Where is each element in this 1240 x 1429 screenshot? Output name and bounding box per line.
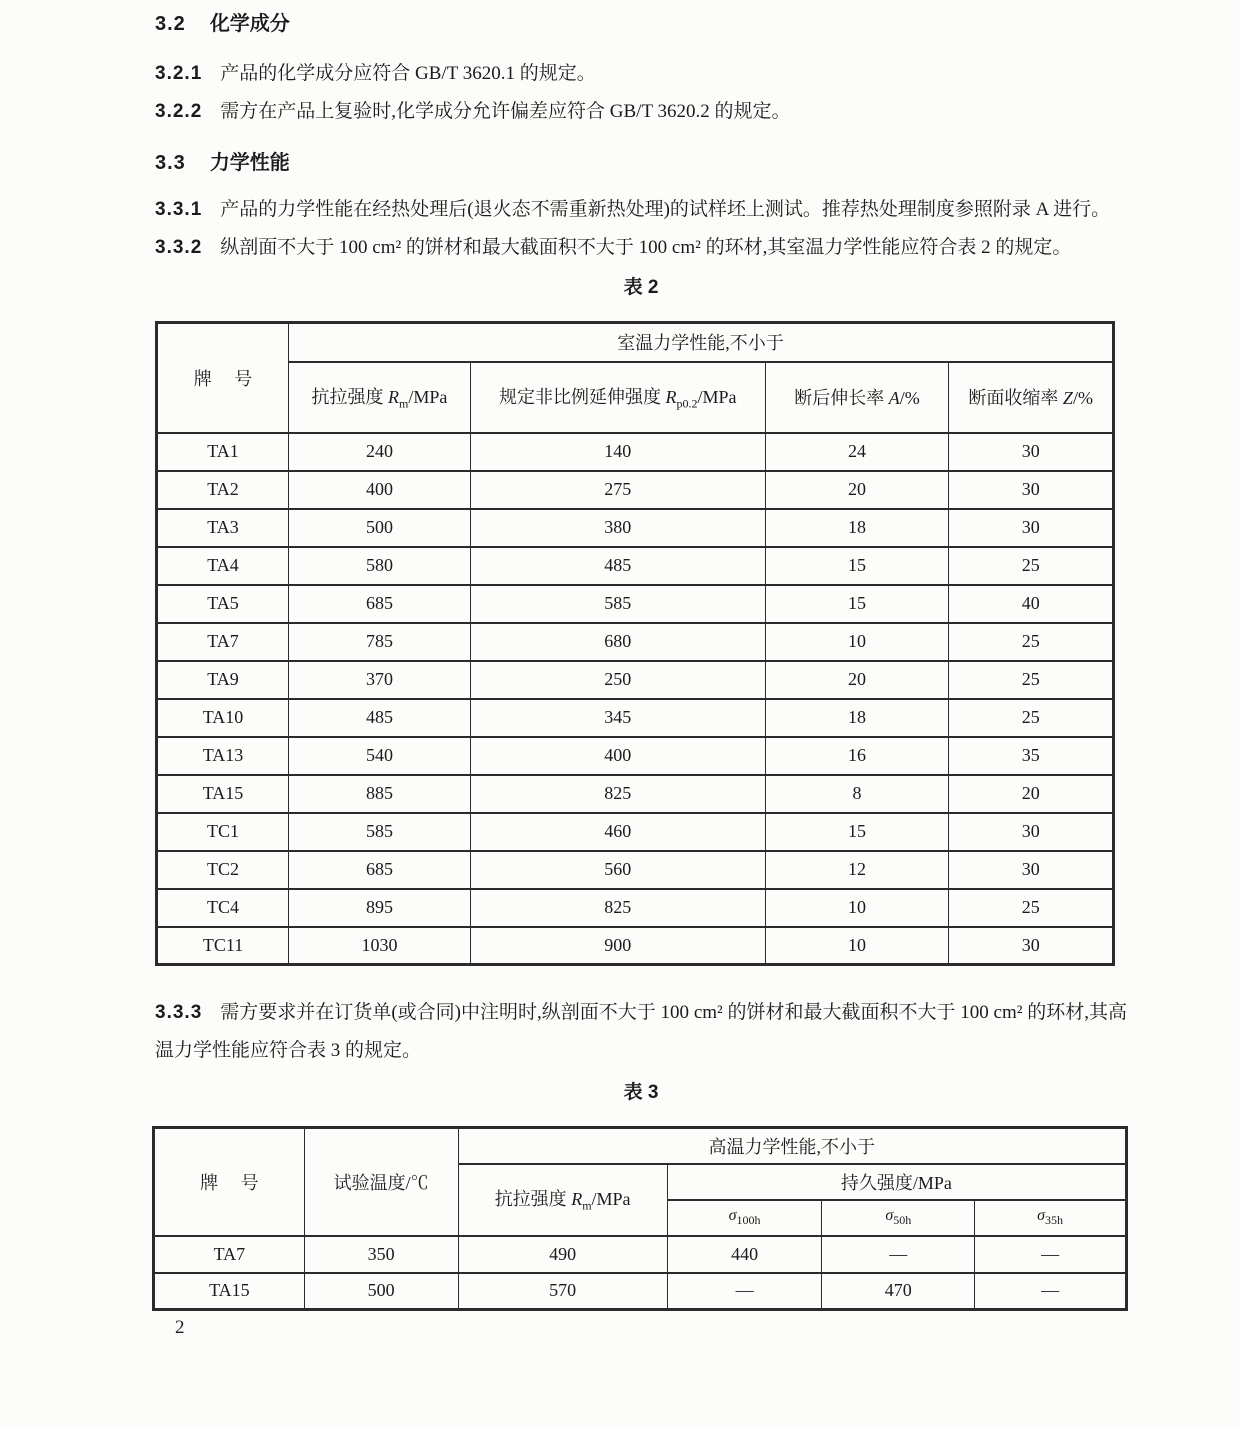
grade-cell: TC2	[157, 851, 289, 889]
grade-cell: TC4	[157, 889, 289, 927]
value-cell: 20	[949, 775, 1114, 813]
table-row	[157, 661, 1114, 699]
section-number: 3.3	[155, 152, 186, 174]
table3-group-header: 高温力学性能,不小于	[458, 1128, 1126, 1164]
value-cell: 350	[304, 1236, 458, 1273]
grade-cell: TA10	[157, 699, 289, 737]
grade-cell: TA15	[154, 1273, 305, 1310]
value-cell: 540	[289, 737, 471, 775]
table-row	[157, 889, 1114, 927]
section-heading-3-2	[155, 10, 1127, 38]
table-row	[157, 509, 1114, 547]
section-number: 3.2	[155, 13, 186, 35]
value-cell: 585	[470, 585, 765, 623]
value-cell: 25	[949, 699, 1114, 737]
clause-3-2-1	[155, 55, 1127, 93]
value-cell: 560	[470, 851, 765, 889]
value-cell: 680	[470, 623, 765, 661]
value-cell: 10	[765, 623, 949, 661]
clause-text: 产品的化学成分应符合 GB/T 3620.1 的规定。	[220, 63, 596, 84]
grade-cell: TA1	[157, 433, 289, 471]
value-cell: 485	[289, 699, 471, 737]
table2-header-elongation: 断后伸长率 A/%	[765, 362, 949, 433]
value-cell: 900	[470, 927, 765, 965]
table-row	[157, 623, 1114, 661]
table2-header-yield: 规定非比例延伸强度 $R_{p0.2}$/MPa	[470, 362, 765, 433]
value-cell: 250	[470, 661, 765, 699]
grade-cell: TA4	[157, 547, 289, 585]
grade-cell: TA2	[157, 471, 289, 509]
table3-header-sigma-50h: $\sigma_{50h}$	[822, 1200, 975, 1236]
table-row	[157, 362, 1114, 433]
value-cell: 1030	[289, 927, 471, 965]
value-cell: 18	[765, 509, 949, 547]
table-row	[157, 813, 1114, 851]
table3-header-sigma-100h: $\sigma_{100h}$	[667, 1200, 822, 1236]
grade-cell: TA9	[157, 661, 289, 699]
value-cell: 785	[289, 623, 471, 661]
section-heading-3-3	[155, 149, 1127, 177]
value-cell: 380	[470, 509, 765, 547]
value-cell: 490	[458, 1236, 667, 1273]
value-cell: 30	[949, 471, 1114, 509]
clause-text: 纵剖面不大于 100 cm² 的饼材和最大截面积不大于 100 cm² 的环材,其室温力学性能应符合表 2 的规定。	[220, 237, 1072, 258]
table-row	[157, 433, 1114, 471]
value-cell: —	[667, 1273, 822, 1310]
value-cell: 825	[470, 889, 765, 927]
value-cell: 470	[822, 1273, 975, 1310]
value-cell: 25	[949, 889, 1114, 927]
value-cell: 895	[289, 889, 471, 927]
value-cell: 25	[949, 547, 1114, 585]
value-cell: 16	[765, 737, 949, 775]
value-cell: 30	[949, 433, 1114, 471]
page-number: 2	[175, 1317, 185, 1338]
clause-number: 3.3.3	[155, 1002, 203, 1023]
table3-header-temperature: 试验温度/℃	[304, 1128, 458, 1236]
clause-number: 3.3.2	[155, 237, 203, 258]
table2	[155, 321, 1115, 966]
value-cell: 580	[289, 547, 471, 585]
value-cell: 500	[304, 1273, 458, 1310]
value-cell: 25	[949, 623, 1114, 661]
table-row	[157, 585, 1114, 623]
table-row	[154, 1273, 1127, 1310]
value-cell: 30	[949, 927, 1114, 965]
value-cell: 685	[289, 585, 471, 623]
value-cell: 30	[949, 813, 1114, 851]
value-cell: 15	[765, 813, 949, 851]
clause-3-3-2	[155, 229, 1127, 267]
table3	[152, 1126, 1128, 1311]
table-row	[157, 471, 1114, 509]
value-cell: 15	[765, 547, 949, 585]
value-cell: 275	[470, 471, 765, 509]
value-cell: 35	[949, 737, 1114, 775]
grade-cell: TC11	[157, 927, 289, 965]
grade-cell: TC1	[157, 813, 289, 851]
table2-body	[157, 433, 1114, 965]
table2-head	[157, 323, 1114, 433]
table-row	[154, 1128, 1127, 1164]
table-row	[157, 547, 1114, 585]
table-row	[157, 775, 1114, 813]
table3-head	[154, 1128, 1127, 1236]
value-cell: 825	[470, 775, 765, 813]
table-row	[157, 927, 1114, 965]
table2-group-header: 室温力学性能,不小于	[289, 323, 1114, 362]
value-cell: —	[975, 1273, 1127, 1310]
value-cell: 370	[289, 661, 471, 699]
value-cell: 10	[765, 889, 949, 927]
table3-caption: 表 3	[623, 1082, 659, 1103]
table3-header-grade: 牌 号	[154, 1128, 305, 1236]
table-row	[157, 699, 1114, 737]
grade-cell: TA5	[157, 585, 289, 623]
value-cell: 24	[765, 433, 949, 471]
clause-number: 3.2.2	[155, 101, 203, 122]
clause-text: 需方在产品上复验时,化学成分允许偏差应符合 GB/T 3620.2 的规定。	[220, 101, 791, 122]
value-cell: 140	[470, 433, 765, 471]
table2-caption: 表 2	[623, 277, 659, 298]
value-cell: 400	[289, 471, 471, 509]
clause-3-3-1	[155, 191, 1127, 229]
table-row	[157, 851, 1114, 889]
value-cell: 440	[667, 1236, 822, 1273]
value-cell: 25	[949, 661, 1114, 699]
grade-cell: TA7	[157, 623, 289, 661]
value-cell: 10	[765, 927, 949, 965]
table-row	[157, 323, 1114, 362]
grade-cell: TA15	[157, 775, 289, 813]
value-cell: 460	[470, 813, 765, 851]
value-cell: 12	[765, 851, 949, 889]
section-title: 力学性能	[209, 152, 290, 174]
value-cell: 30	[949, 509, 1114, 547]
value-cell: 20	[765, 661, 949, 699]
value-cell: 570	[458, 1273, 667, 1310]
clause-number: 3.3.1	[155, 199, 203, 220]
value-cell: 18	[765, 699, 949, 737]
table2-header-tensile: 抗拉强度 $R_m$/MPa	[289, 362, 471, 433]
value-cell: 500	[289, 509, 471, 547]
table2-header-reduction: 断面收缩率 Z/%	[949, 362, 1114, 433]
value-cell: 40	[949, 585, 1114, 623]
table-row	[154, 1236, 1127, 1273]
table3-header-endurance: 持久强度/MPa	[667, 1164, 1126, 1200]
clause-text: 需方要求并在订货单(或合同)中注明时,纵剖面不大于 100 cm² 的饼材和最大截面积不大于 100 cm² 的环材,其高温力学性能应符合表 3 的规定。	[155, 1002, 1127, 1061]
value-cell: 20	[765, 471, 949, 509]
section-title: 化学成分	[209, 13, 290, 35]
table3-header-tensile: 抗拉强度 $R_m$/MPa	[458, 1164, 667, 1236]
value-cell: 240	[289, 433, 471, 471]
grade-cell: TA7	[154, 1236, 305, 1273]
clause-3-2-2	[155, 93, 1127, 131]
table-row	[157, 737, 1114, 775]
clause-3-3-3	[155, 994, 1127, 1070]
grade-cell: TA3	[157, 509, 289, 547]
value-cell: 30	[949, 851, 1114, 889]
value-cell: 345	[470, 699, 765, 737]
value-cell: 8	[765, 775, 949, 813]
value-cell: 885	[289, 775, 471, 813]
clause-number: 3.2.1	[155, 63, 203, 84]
value-cell: 485	[470, 547, 765, 585]
value-cell: 400	[470, 737, 765, 775]
table3-header-sigma-35h: $\sigma_{35h}$	[975, 1200, 1127, 1236]
grade-cell: TA13	[157, 737, 289, 775]
table3-body	[154, 1236, 1127, 1310]
value-cell: 685	[289, 851, 471, 889]
value-cell: 15	[765, 585, 949, 623]
value-cell: 585	[289, 813, 471, 851]
clause-text: 产品的力学性能在经热处理后(退火态不需重新热处理)的试样坯上测试。推荐热处理制度参照附录 A 进行。	[220, 199, 1111, 220]
value-cell: —	[975, 1236, 1127, 1273]
value-cell: —	[822, 1236, 975, 1273]
table2-header-grade: 牌 号	[157, 323, 289, 433]
